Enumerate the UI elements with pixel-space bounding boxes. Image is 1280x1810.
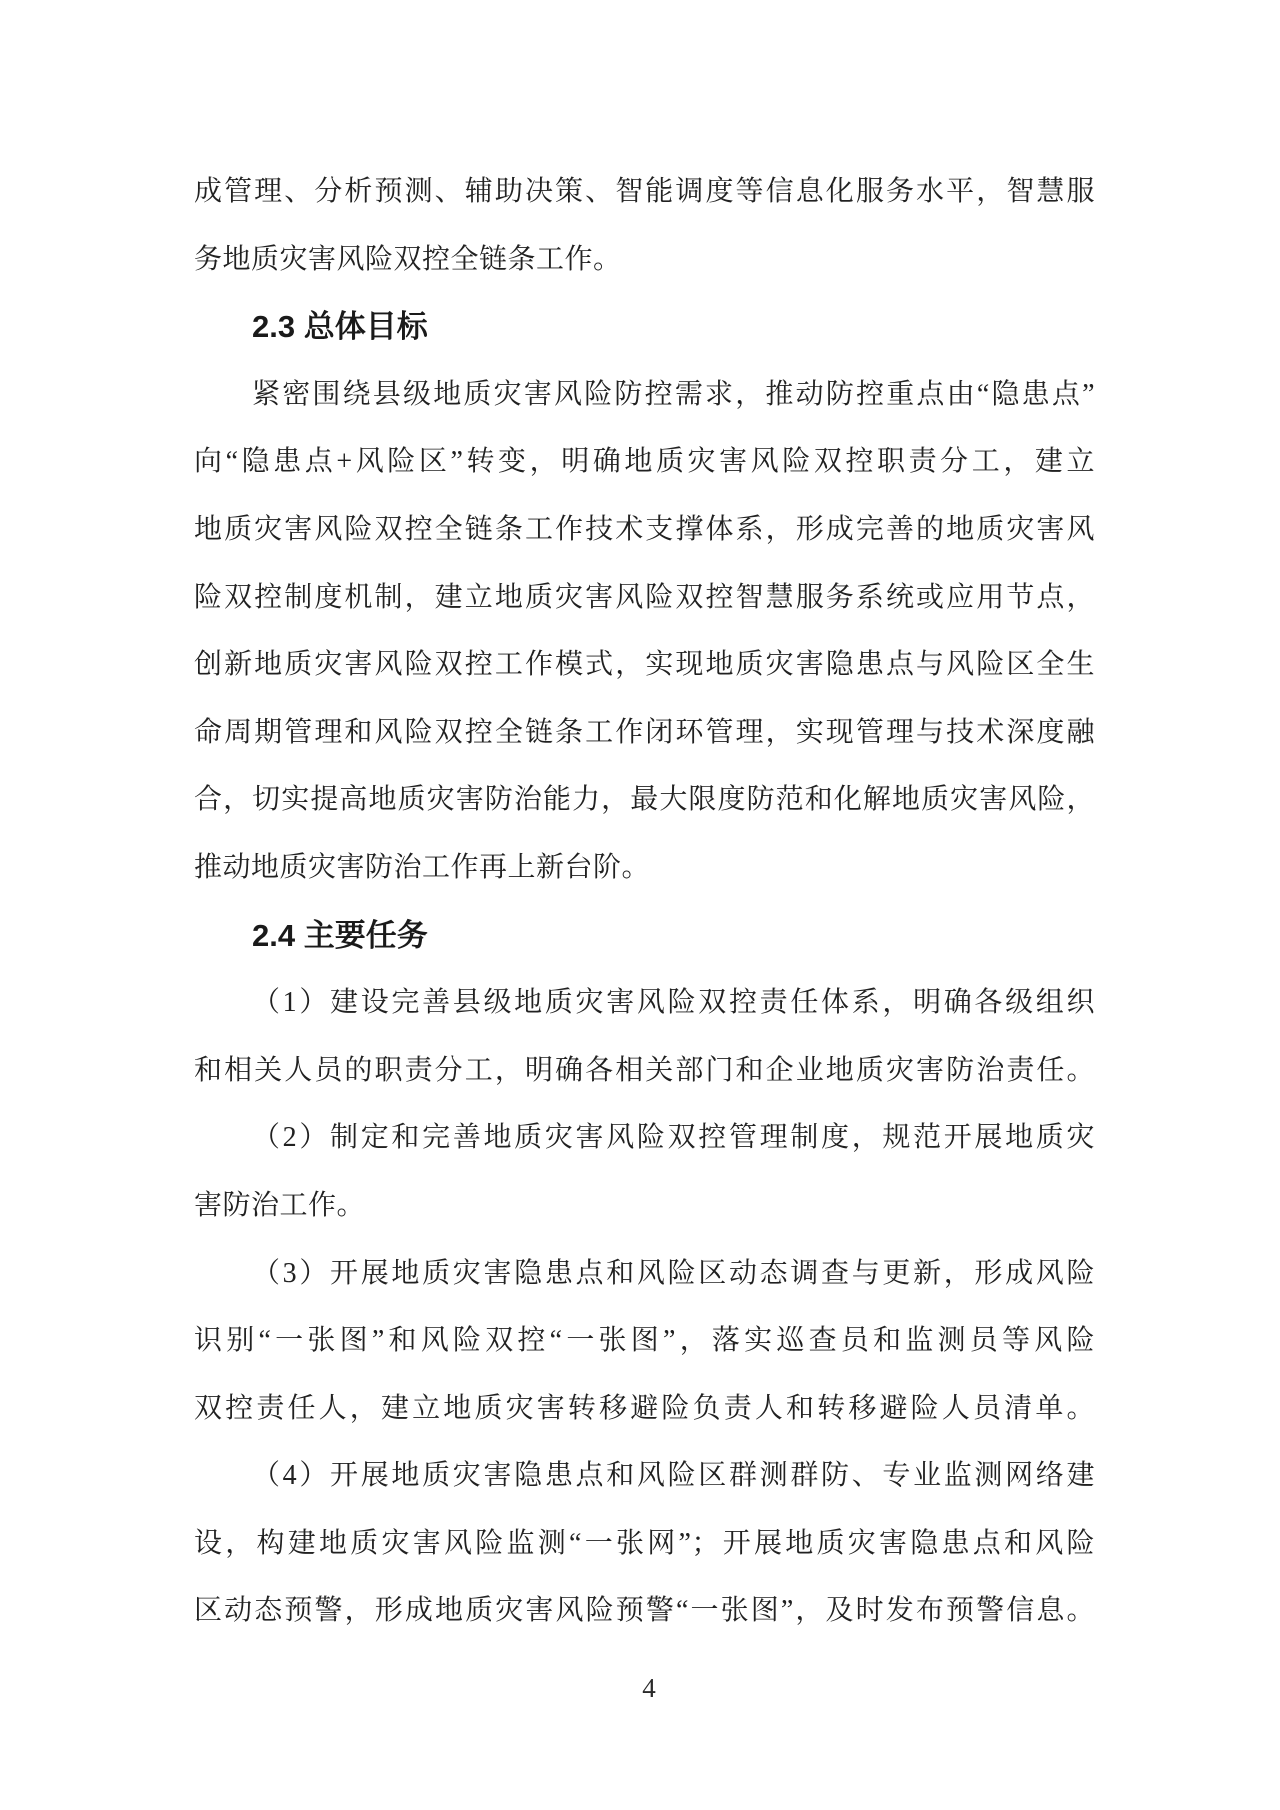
text-line-item-1: （1）建设完善县级地质灾害风险双控责任体系，明确各级组织 (252, 987, 1095, 1019)
text-line: 险双控制度机制，建立地质灾害风险双控智慧服务系统或应用节点， (194, 581, 1095, 613)
section-heading-2-4: 2.4 主要任务 (252, 917, 428, 953)
text-line: 害防治工作。 (194, 1189, 366, 1221)
text-line: 推动地质灾害防治工作再上新台阶。 (194, 851, 651, 883)
text-line: 创新地质灾害风险双控工作模式，实现地质灾害隐患点与风险区全生 (194, 649, 1095, 681)
document-body (194, 158, 1095, 1645)
text-line: 区动态预警，形成地质灾害风险预警“一张图”，及时发布预警信息。 (194, 1595, 1095, 1627)
text-line: 成管理、分析预测、辅助决策、智能调度等信息化服务水平，智慧服 (194, 176, 1095, 207)
section-heading-2-3: 2.3 总体目标 (252, 309, 428, 345)
text-line: 设，构建地质灾害风险监测“一张网”；开展地质灾害隐患点和风险 (194, 1527, 1095, 1559)
text-line: 紧密围绕县级地质灾害风险防控需求，推动防控重点由“隐患点” (252, 378, 1095, 410)
text-line: 双控责任人，建立地质灾害转移避险负责人和转移避险人员清单。 (194, 1392, 1095, 1424)
text-line: 合，切实提高地质灾害防治能力，最大限度防范和化解地质灾害风险， (194, 784, 1095, 816)
text-line-item-4: （4）开展地质灾害隐患点和风险区群测群防、专业监测网络建 (252, 1460, 1095, 1492)
text-line: 务地质灾害风险双控全链条工作。 (194, 243, 622, 275)
page-number: 4 (642, 1673, 656, 1703)
text-line-item-2: （2）制定和完善地质灾害风险双控管理制度，规范开展地质灾 (252, 1122, 1095, 1154)
text-line: 识别“一张图”和风险双控“一张图”，落实巡查员和监测员等风险 (194, 1325, 1095, 1357)
text-line: 和相关人员的职责分工，明确各相关部门和企业地质灾害防治责任。 (194, 1054, 1095, 1086)
text-line: 命周期管理和风险双控全链条工作闭环管理，实现管理与技术深度融 (194, 716, 1095, 748)
text-line: 地质灾害风险双控全链条工作技术支撑体系，形成完善的地质灾害风 (194, 513, 1095, 545)
text-line-item-3: （3）开展地质灾害隐患点和风险区动态调查与更新，形成风险 (252, 1257, 1095, 1289)
text-line: 向“隐患点+风险区”转变，明确地质灾害风险双控职责分工，建立 (194, 446, 1095, 478)
